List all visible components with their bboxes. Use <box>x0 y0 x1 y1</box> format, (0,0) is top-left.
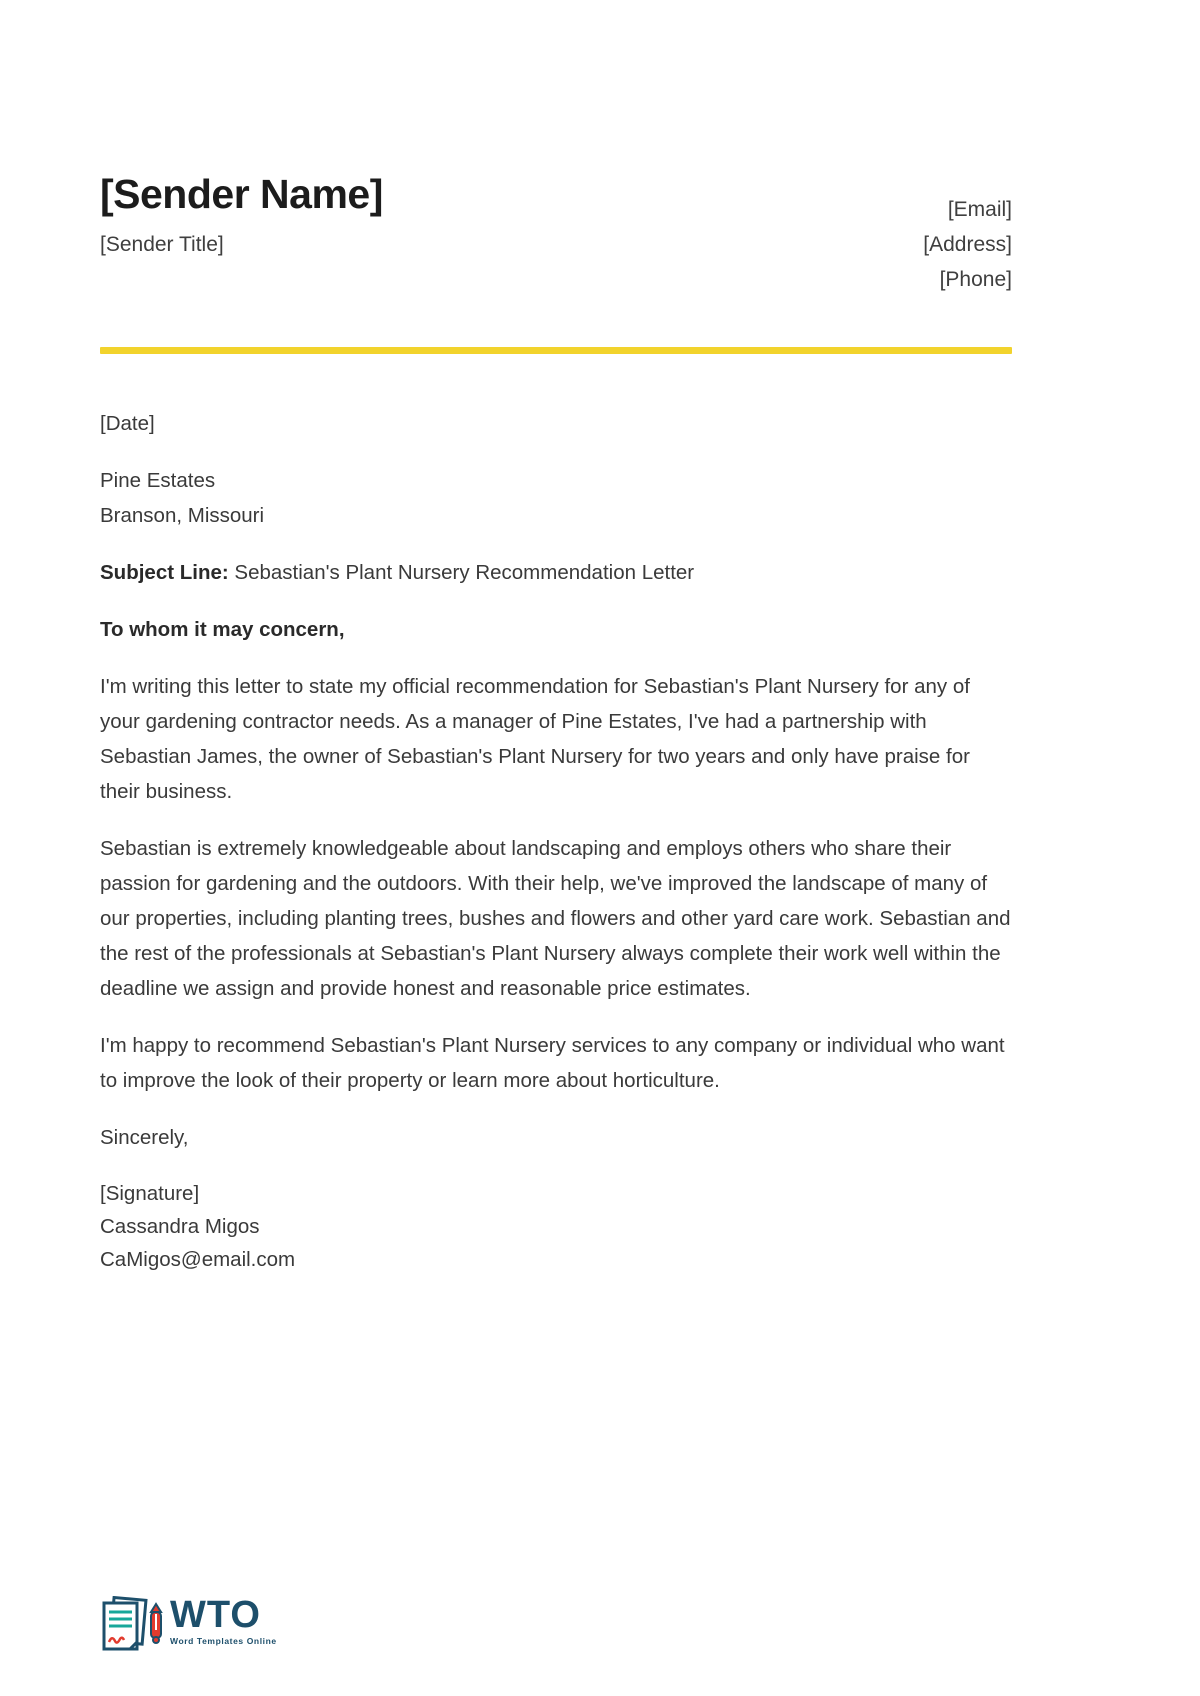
subject-text: Sebastian's Plant Nursery Recommendation Letter <box>228 561 695 584</box>
logo-tagline: Word Templates Online <box>170 1636 277 1646</box>
phone-placeholder: [Phone] <box>939 268 1012 291</box>
wto-logo <box>100 1596 277 1654</box>
subject-line <box>100 555 1012 590</box>
body-paragraph: I'm happy to recommend Sebastian's Plant Nursery services to any company or individual who want to improve the look of their property or learn more about horticulture. <box>100 1034 1005 1092</box>
signature-block <box>100 1177 1012 1276</box>
signer-name: Cassandra Migos <box>100 1215 260 1238</box>
closing: Sincerely, <box>100 1126 189 1149</box>
logo-acronym: WTO <box>170 1594 261 1636</box>
signature-placeholder: [Signature] <box>100 1182 200 1205</box>
body-paragraph: I'm writing this letter to state my official recommendation for Sebastian's Plant Nursery for any of your gardening contractor needs. As a manager of Pine Estates, I've had a partnership with Sebastian James, the owner of Sebastian's Plant Nursery for two years and only have praise for their business. <box>100 675 970 803</box>
sender-title-placeholder: [Sender Title] <box>100 233 224 257</box>
sender-block <box>100 172 383 257</box>
sender-name-placeholder: [Sender Name] <box>100 171 383 217</box>
letter-head <box>100 172 1012 297</box>
recipient-company: Pine Estates <box>100 469 216 492</box>
email-placeholder: [Email] <box>947 198 1012 221</box>
letter-body <box>100 406 1012 1276</box>
letter-content <box>100 0 1012 1276</box>
body-paragraph: Sebastian is extremely knowledgeable about landscaping and employs others who share their passion for gardening and the outdoors. With their help, we've improved the landscape of many of our properties, including planting trees, bushes and flowers and other yard care work. Sebastian and the rest of the professionals at Sebastian's Plant Nursery always complete their work well within the deadline we assign and provide honest and reasonable price estimates. <box>100 837 1011 1000</box>
subject-label: Subject Line: <box>100 561 229 584</box>
recipient-location: Branson, Missouri <box>100 504 265 527</box>
logo-text <box>170 1596 277 1646</box>
yellow-divider-rule <box>100 347 1012 354</box>
sender-contact-block <box>923 192 1012 297</box>
address-placeholder: [Address] <box>923 233 1012 256</box>
documents-pen-icon <box>100 1596 166 1654</box>
date-placeholder: [Date] <box>100 412 155 435</box>
salutation: To whom it may concern, <box>100 618 345 641</box>
recipient-block <box>100 463 1012 533</box>
signer-email: CaMigos@email.com <box>100 1248 296 1271</box>
